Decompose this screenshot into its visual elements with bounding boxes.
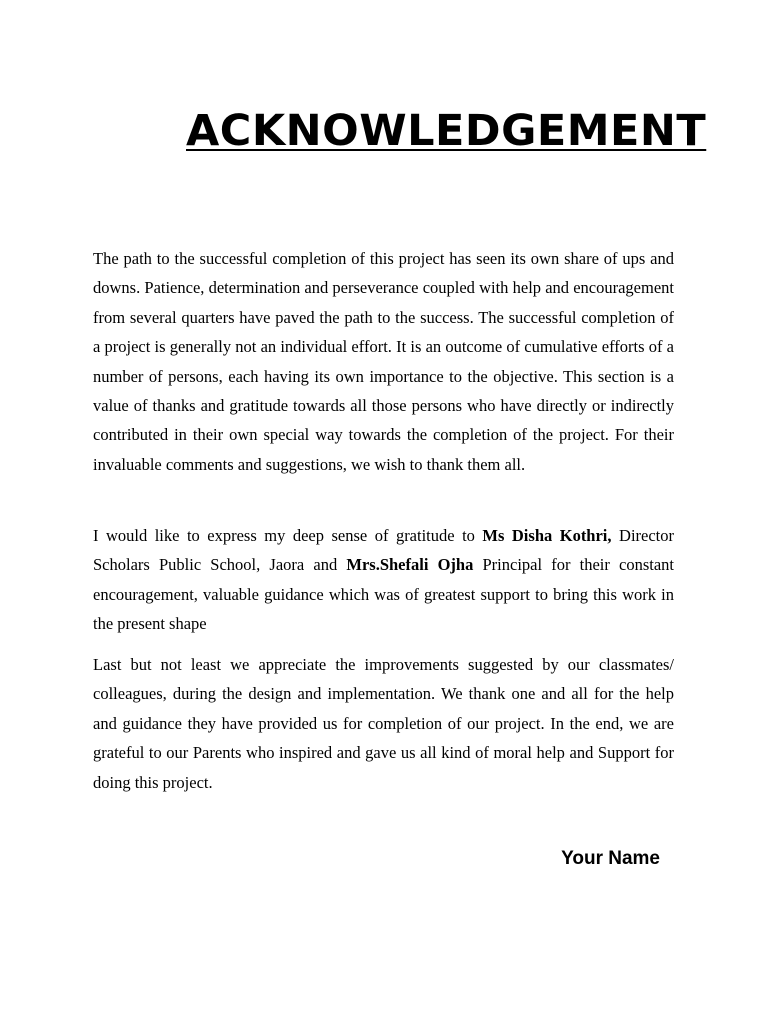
paragraph-closing: Last but not least we appreciate the improvements suggested by our classmates/ colleagues, during the design and implementation. We thank one and all for the help and guidance they have provided us for completion of our project. In the end, we are grateful to our Parents who inspired and gave us all kind of moral help and Support for doing this project. [93,655,674,792]
director-name: Ms Disha Kothri, [482,526,612,545]
gratitude-end-text: Principal for their constant encouragement, valuable guidance which was of greatest support to bring this work in the present shape [93,555,674,634]
director-title-text: Director Scholars Public School, Jaora and [93,526,674,575]
gratitude-intro-text: I would like to express my deep sense of gratitude to [93,526,483,545]
paragraph-intro: The path to the successful completion of this project has seen its own share of ups and downs. Patience, determination and perseverance coupled with help and encouragement from several quarters have paved the path to the success. The successful completion of a project is generally not an individual effort. It is an outcome of cumulative efforts of a number of persons, each having its own importance to the objective. This section is a value of thanks and gratitude towards all those persons who have directly or indirectly contributed in their own special way towards the completion of the project. For their invaluable comments and suggestions, we wish to thank them all. [93,249,674,474]
paragraph-gratitude [93,521,674,639]
page-title: ACKNOWLEDGEMENT [186,106,707,156]
principal-name: Mrs.Shefali Ojha [346,555,474,575]
signature-name: Your Name [561,848,660,869]
